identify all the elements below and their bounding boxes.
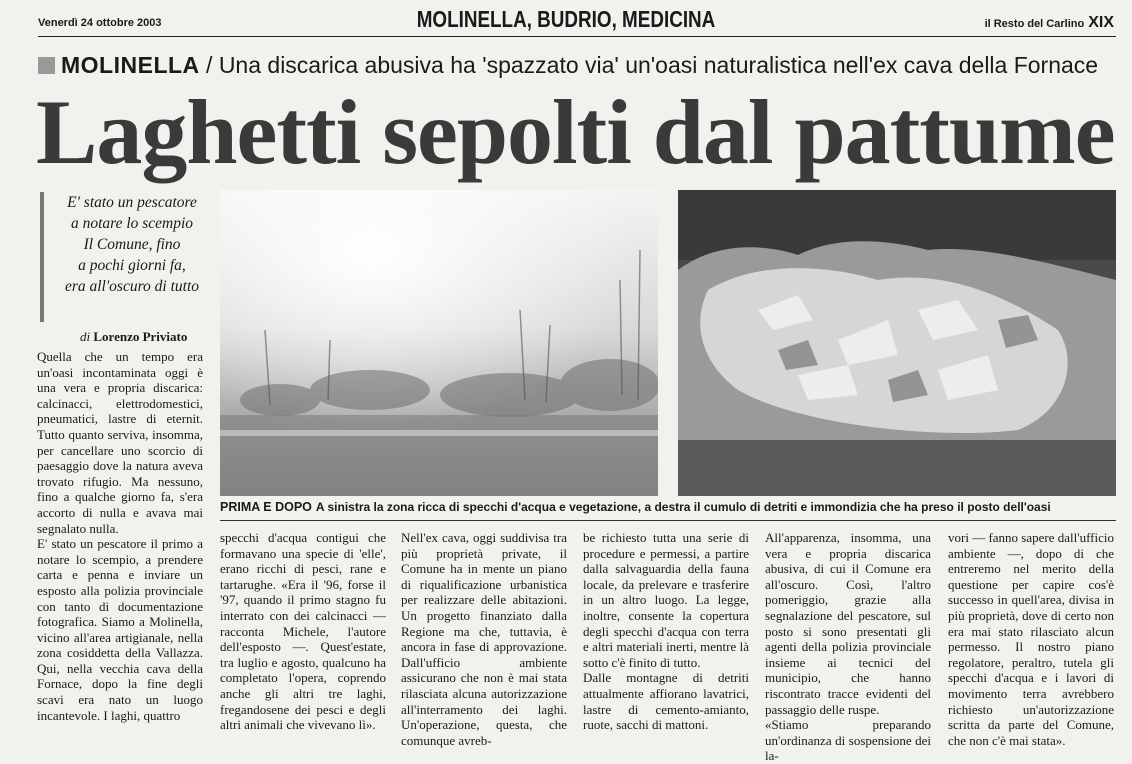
article-column-3 <box>401 530 567 748</box>
article-column-1 <box>37 349 203 723</box>
page-number: XIX <box>1088 14 1114 31</box>
article-column-5 <box>765 530 931 764</box>
byline <box>80 329 187 345</box>
article-column-6 <box>948 530 1114 748</box>
photo-before-image <box>220 190 658 496</box>
summary-line: Il Comune, fino <box>83 236 181 253</box>
photo-caption <box>220 500 1116 514</box>
headline: Laghetti sepolti dal pattume <box>36 81 1115 183</box>
paragraph: be richiesto tutta una serie di procedure e permessi, a partire dalla salvaguardia della fauna locale, da prelevare e trasferire in un altro luogo. La legge, inoltre, consente la copertura degli specchi d'acqua con terra e altri materiali inerti, mentre là sotto c'è finito di tutto. <box>583 530 749 670</box>
summary-line: a pochi giorni fa, <box>78 257 186 274</box>
photo-after-image <box>678 190 1116 496</box>
photo-before <box>220 190 658 496</box>
paragraph: specchi d'acqua contigui che formavano una specie di 'elle', erano ricchi di pesci, rane e tartarughe. «Era il '96, forse il '97, quando il primo stagno fu interrato con dei calcinacci — racconta Michele, l'autore dell'esposto —. Quest'estate, tra luglio e agosto, qualcuno ha completato l'opera, coprendo anche gli altri tre laghi, fregandosene dei pesci e degli altri animali che vivevano lì». <box>220 530 386 733</box>
newspaper-name <box>985 14 1114 32</box>
paragraph: All'apparenza, insomma, una vera e propria discarica abusiva, di cui il Comune era all'oscuro. Così, l'altro pomeriggio, grazie alla segnalazione del pescatore, sul posto si sono presentati gli agenti della polizia provinciale insieme ai tecnici del municipio, che hanno riscontrato tracce evidenti del passaggio delle ruspe. <box>765 530 931 717</box>
page-date: Venerdì 24 ottobre 2003 <box>38 17 162 29</box>
article-column-2 <box>220 530 386 733</box>
photo-after <box>678 190 1116 496</box>
kicker <box>38 52 1098 79</box>
summary-line: era all'oscuro di tutto <box>64 278 200 295</box>
caption-rule <box>220 520 1116 521</box>
paragraph: E' stato un pescatore il primo a notare lo scempio, a prendere carta e penna e inviare un esposto alla polizia provinciale con tanto di documentazione fotografica. Siamo a Molinella, vicino all'area artigianale, nella zona cosiddetta della Vallazza. Qui, nella vecchia cava della Fornace, dopo la fine degli scavi era nato un luogo incantevole. I laghi, quattro <box>37 536 203 723</box>
summary-line: a notare lo scempio <box>70 215 194 232</box>
section-title: MOLINELLA, BUDRIO, MEDICINA <box>416 6 716 32</box>
paragraph: Nell'ex cava, oggi suddivisa tra più proprietà private, il Comune ha in mente un piano di riqualificazione urbanistica per realizzare delle abitazioni. Un progetto finanziato dalla Regione ma che, tuttavia, è ancora in fase di approvazione. Dall'ufficio ambiente assicurano che non è mai stata rilasciata alcuna autorizzazione all'interramento dei laghi. Un'operazione, questa, che comunque avreb- <box>401 530 567 748</box>
newspaper-label: il Resto del Carlino <box>984 18 1085 30</box>
article-column-4 <box>583 530 749 733</box>
paragraph: «Stiamo preparando un'ordinanza di sospensione dei la- <box>765 717 931 764</box>
kicker-place: MOLINELLA <box>61 52 200 78</box>
paragraph: vori — fanno sapere dall'ufficio ambiente —, dopo di che entreremo nel merito della questione per capire cos'è successo in quell'area, divisa in più proprietà, dove di certo non era mai stato rilasciato alcun permesso. Il nostro piano regolatore, peraltro, tutela gli specchi d'acqua e i lavori di movimento terra avrebbero richiesto un'autorizzazione scritta da parte del Comune, che non c'è mai stata». <box>948 530 1114 748</box>
summary-line: E' stato un pescatore <box>67 194 197 211</box>
kicker-text: / Una discarica abusiva ha 'spazzato via' un'oasi naturalistica nell'ex cava della Fornace <box>206 52 1099 78</box>
header-rule <box>38 36 1116 37</box>
caption-text: A sinistra la zona ricca di specchi d'acqua e vegetazione, a destra il cumulo di detriti e immondizia che ha preso il posto dell'oasi <box>315 500 1051 514</box>
paragraph: Dalle montagne di detriti attualmente affiorano lavatrici, lastre di cemento-amianto, ruote, sacchi di mattoni. <box>583 670 749 733</box>
caption-label: PRIMA E DOPO <box>220 500 312 514</box>
byline-prefix: di <box>80 329 91 344</box>
summary-box <box>40 192 210 322</box>
byline-author: Lorenzo Priviato <box>93 329 188 344</box>
kicker-square-icon <box>38 57 55 74</box>
paragraph: Quella che un tempo era un'oasi incontaminata oggi è una vera e propria discarica: calcinacci, elettrodomestici, pneumatici, lastre di eternit. Tutto quanto serviva, insomma, per cancellare uno scorcio di paesaggio dove la natura aveva trovato rifugio. Ma nessuno, fino a qualche giorno fa, s'era accorto di nulla e avava mai segnalato nulla. <box>37 349 203 536</box>
